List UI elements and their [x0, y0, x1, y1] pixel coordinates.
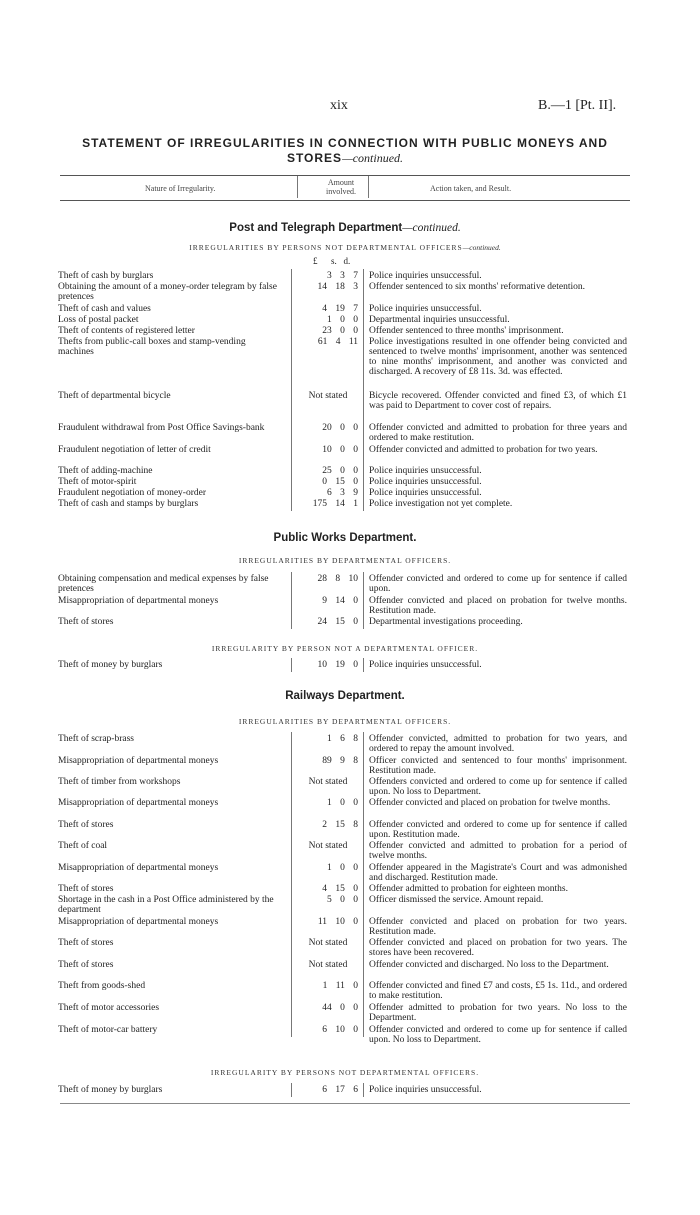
footer-rule [60, 1103, 630, 1104]
amount-involved: 28 8 10 [317, 574, 358, 584]
statement-title-suffix: —continued. [342, 151, 404, 165]
amount-involved: 0 15 0 [322, 477, 358, 487]
action-result: Police inquiries unsuccessful. [369, 271, 482, 281]
group-subtitle-text: IRREGULARITIES BY DEPARTMENTAL OFFICERS. [238, 556, 452, 565]
action-result: Offender appeared in the Magistrate's Court and was admonished and discharged. Restitution made. [369, 863, 627, 883]
action-result: Offender convicted and admitted to probation for a period of twelve months. [369, 841, 627, 861]
currency-pence: d. [343, 256, 351, 266]
amount-involved: 175 14 1 [312, 499, 358, 509]
action-result: Offender sentenced to six months' reformative detention. [369, 282, 586, 292]
irregularity-nature: Theft of cash and stamps by burglars [58, 499, 199, 509]
action-result: Offender convicted and placed on probation for twelve months. Restitution made. [369, 596, 627, 616]
header-bottom-rule [60, 200, 630, 201]
amount-involved: Not stated [308, 777, 348, 787]
action-result: Police inquiries unsuccessful. [369, 477, 482, 487]
column-divider [363, 572, 364, 629]
action-result: Bicycle recovered. Offender convicted and fined £3, of which £1 was paid to Department to cover cost of repairs. [369, 391, 627, 411]
action-result: Offender convicted and placed on probation for two years. The stores have been recovered. [369, 938, 627, 958]
amount-involved: Not stated [308, 960, 348, 970]
irregularity-nature: Obtaining the amount of a money-order telegram by false pretences [58, 282, 277, 302]
irregularity-nature: Theft of adding-machine [58, 466, 153, 476]
action-result: Offender convicted and placed on probation for two years. Restitution made. [369, 917, 627, 937]
action-result: Offender admitted to probation for eighteen months. [369, 884, 569, 894]
group-subtitle [60, 243, 630, 252]
irregularity-nature: Obtaining compensation and medical expenses by false pretences [58, 574, 269, 594]
action-result: Officer dismissed the service. Amount repaid. [369, 895, 544, 905]
action-result: Departmental investigations proceeding. [369, 617, 523, 627]
amount-involved: 1 0 0 [327, 863, 358, 873]
group-subtitle-text: IRREGULARITIES BY PERSONS NOT DEPARTMENTAL OFFICERS [189, 243, 463, 252]
group-subtitle-text: IRREGULARITY BY PERSONS NOT DEPARTMENTAL OFFICERS. [210, 1068, 480, 1077]
group-subtitle [60, 556, 630, 565]
amount-involved: 89 9 8 [322, 756, 358, 766]
currency-pounds: £ [313, 256, 318, 266]
amount-involved: 5 0 0 [327, 895, 358, 905]
amount-involved: 9 14 0 [322, 596, 358, 606]
action-result: Officer convicted and sentenced to four months' imprisonment. Restitution made. [369, 756, 627, 776]
irregularity-nature: Fraudulent negotiation of letter of credit [58, 445, 211, 455]
amount-involved: 1 0 0 [327, 798, 358, 808]
section-title [60, 222, 630, 234]
irregularity-nature: Theft of stores [58, 820, 114, 830]
action-result: Offender convicted and ordered to come up for sentence if called upon. Restitution made. [369, 820, 627, 840]
irregularity-nature: Loss of postal packet [58, 315, 139, 325]
action-result: Police inquiries unsuccessful. [369, 1085, 482, 1095]
currency-header [313, 256, 350, 266]
column-header-nature: Nature of Irregularity. [145, 184, 216, 193]
group-subtitle [60, 717, 630, 726]
group-subtitle-suffix: —continued. [462, 243, 501, 252]
group-subtitle-text: IRREGULARITIES BY DEPARTMENTAL OFFICERS. [238, 717, 452, 726]
amount-involved: 10 19 0 [317, 660, 358, 670]
group-subtitle [60, 644, 630, 653]
amount-involved: 1 6 8 [327, 734, 358, 744]
section-title-suffix: —continued. [402, 222, 461, 234]
action-result: Police inquiries unsuccessful. [369, 466, 482, 476]
amount-involved: Not stated [308, 938, 348, 948]
amount-involved: 24 15 0 [317, 617, 358, 627]
section-title-text: Post and Telegraph Department [229, 222, 403, 234]
column-header-action: Action taken, and Result. [430, 184, 512, 193]
irregularity-nature: Theft of stores [58, 938, 114, 948]
irregularity-nature: Fraudulent negotiation of money-order [58, 488, 207, 498]
irregularity-nature: Fraudulent withdrawal from Post Office Savings-bank [58, 423, 265, 433]
action-result: Departmental inquiries unsuccessful. [369, 315, 510, 325]
irregularity-nature: Theft from goods-shed [58, 981, 146, 991]
irregularity-nature: Theft of cash and values [58, 304, 151, 314]
column-divider [363, 1083, 364, 1097]
action-result: Police inquiries unsuccessful. [369, 488, 482, 498]
action-result: Offender admitted to probation for two years. No loss to the Department. [369, 1003, 627, 1023]
irregularity-nature: Theft of stores [58, 884, 114, 894]
action-result: Offender convicted and fined £7 and costs, £5 1s. 11d., and ordered to make restitution. [369, 981, 627, 1001]
group-subtitle [60, 1068, 630, 1077]
amount-involved: 14 18 3 [317, 282, 358, 292]
group-subtitle-text: IRREGULARITY BY PERSON NOT A DEPARTMENTAL OFFICER. [211, 644, 479, 653]
amount-involved: 11 10 0 [317, 917, 358, 927]
document-reference: B.—1 [Pt. II]. [538, 98, 617, 113]
irregularity-nature: Theft of motor accessories [58, 1003, 160, 1013]
currency-shillings: s. [331, 256, 337, 266]
irregularity-nature: Theft of contents of registered letter [58, 326, 195, 336]
amount-involved: Not stated [308, 391, 348, 401]
statement-title [60, 136, 630, 166]
action-result: Police inquiries unsuccessful. [369, 660, 482, 670]
amount-involved: 61 4 11 [317, 337, 358, 347]
amount-involved: 6 3 9 [327, 488, 358, 498]
irregularity-nature: Misappropriation of departmental moneys [58, 917, 219, 927]
amount-involved: 1 0 0 [327, 315, 358, 325]
irregularity-nature: Theft of departmental bicycle [58, 391, 171, 401]
statement-title-main: STATEMENT OF IRREGULARITIES IN CONNECTION WITH PUBLIC MONEYS AND STORES [82, 136, 608, 165]
amount-involved: 10 0 0 [322, 445, 358, 455]
action-result: Police investigations resulted in one offender being convicted and sentenced to twelve months' imprisonment, another was sentenced to nine months' imprisonment, and another was convicted and discharged. A recovery of £8 11s. 3d. was effected. [369, 337, 627, 377]
amount-involved: 3 3 7 [327, 271, 358, 281]
action-result: Offender convicted, admitted to probation for two years, and ordered to repay the amount involved. [369, 734, 627, 754]
irregularity-nature: Theft of cash by burglars [58, 271, 154, 281]
amount-involved: 44 0 0 [322, 1003, 358, 1013]
action-result: Offender convicted and placed on probation for twelve months. [369, 798, 611, 808]
section-title-text: Public Works Department. [273, 532, 417, 544]
action-result: Offender convicted and discharged. No loss to the Department. [369, 960, 609, 970]
irregularity-nature: Theft of timber from workshops [58, 777, 181, 787]
column-divider [363, 658, 364, 672]
section-title-text: Railways Department. [285, 690, 405, 702]
amount-involved: 4 15 0 [322, 884, 358, 894]
column-divider [363, 269, 364, 511]
amount-involved: 1 11 0 [322, 981, 358, 991]
irregularity-nature: Theft of stores [58, 960, 114, 970]
section-title [60, 532, 630, 544]
amount-involved: 4 19 7 [322, 304, 358, 314]
amount-involved: 2 15 8 [322, 820, 358, 830]
irregularity-nature: Theft of money by burglars [58, 660, 163, 670]
irregularity-nature: Theft of motor-spirit [58, 477, 137, 487]
irregularity-nature: Theft of motor-car battery [58, 1025, 158, 1035]
irregularity-nature: Misappropriation of departmental moneys [58, 798, 219, 808]
action-result: Offender convicted and ordered to come up for sentence if called upon. No loss to Department. [369, 1025, 627, 1045]
irregularity-nature: Thefts from public-call boxes and stamp-vending machines [58, 337, 246, 357]
irregularity-nature: Theft of coal [58, 841, 108, 851]
irregularity-nature: Misappropriation of departmental moneys [58, 596, 219, 606]
action-result: Police investigation not yet complete. [369, 499, 513, 509]
action-result: Offender convicted and admitted to probation for three years and ordered to make restitution. [369, 423, 627, 443]
irregularity-nature: Misappropriation of departmental moneys [58, 756, 219, 766]
irregularity-nature: Theft of stores [58, 617, 114, 627]
action-result: Offender sentenced to three months' imprisonment. [369, 326, 564, 336]
irregularity-nature: Theft of scrap-brass [58, 734, 134, 744]
page-number: xix [330, 98, 348, 113]
column-header-amount: Amount involved. [326, 178, 356, 196]
irregularity-nature: Misappropriation of departmental moneys [58, 863, 219, 873]
action-result: Offenders convicted and ordered to come up for sentence if called upon. No loss to Department. [369, 777, 627, 797]
section-title [60, 690, 630, 702]
irregularity-nature: Theft of money by burglars [58, 1085, 163, 1095]
irregularity-nature: Shortage in the cash in a Post Office administered by the department [58, 895, 274, 915]
column-divider [368, 176, 369, 198]
action-result: Police inquiries unsuccessful. [369, 304, 482, 314]
amount-involved: 6 17 6 [322, 1085, 358, 1095]
amount-involved: 23 0 0 [322, 326, 358, 336]
amount-involved: Not stated [308, 841, 348, 851]
action-result: Offender convicted and admitted to probation for two years. [369, 445, 598, 455]
column-header [60, 176, 630, 200]
amount-involved: 20 0 0 [322, 423, 358, 433]
action-result: Offender convicted and ordered to come up for sentence if called upon. [369, 574, 627, 594]
amount-involved: 6 10 0 [322, 1025, 358, 1035]
amount-involved: 25 0 0 [322, 466, 358, 476]
column-divider [297, 176, 298, 198]
